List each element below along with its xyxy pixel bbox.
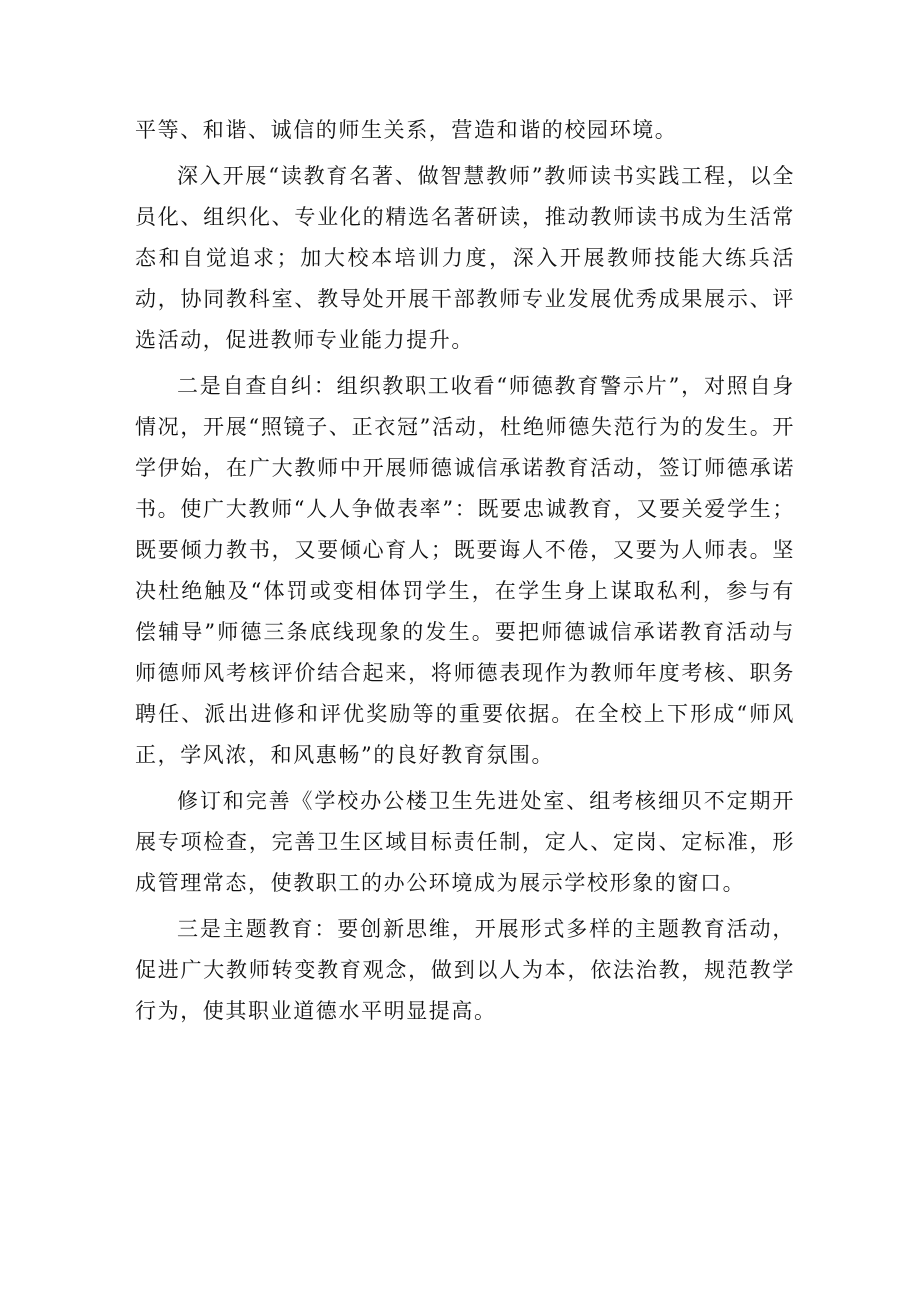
paragraph-theme-education: 三是主题教育：要创新思维，开展形式多样的主题教育活动，促进广大教师转变教育观念，做到以人为本，依法治教，规范教学行为，使其职业道德水平明显提高。 — [135, 917, 795, 1023]
paragraph-self-inspection: 二是自查自纠：组织教职工收看“师德教育警示片”，对照自身情况，开展“照镜子、正衣冠”活动，杜绝师德失范行为的发生。开学伊始，在广大教师中开展师德诚信承诺教育活动，签订师德承诺书。使广大教师“人人争做表率”：既要忠诚教育，又要关爱学生；既要倾力教书，又要倾心育人；既要诲人不倦，又要为人师表。坚决杜绝触及“体罚或变相体罚学生，在学生身上谋取私利，参与有偿辅导”师德三条底线现象的发生。要把师德诚信承诺教育活动与师德师风考核评价结合起来，将师德表现作为教师年度考核、职务聘任、派出进修和评优奖励等的重要依据。在全校上下形成“师风正，学风浓，和风惠畅”的良好教育氛围。 — [135, 374, 795, 767]
paragraph-continuation: 平等、和谐、诚信的师生关系，营造和谐的校园环境。 — [135, 118, 678, 142]
document-body — [135, 110, 795, 1032]
paragraph-reading-project: 深入开展“读教育名著、做智慧教师”教师读书实践工程，以全员化、组织化、专业化的精选名著研读，推动教师读书成为生活常态和自觉追求；加大校本培训力度，深入开展教师技能大练兵活动，协同教科室、教导处开展干部教师专业发展优秀成果展示、评选活动，促进教师专业能力提升。 — [135, 164, 795, 352]
paragraph-hygiene-rules: 修订和完善《学校办公楼卫生先进处室、组考核细贝不定期开展专项检查，完善卫生区域目标责任制，定人、定岗、定标准，形成管理常态，使教职工的办公环境成为展示学校形象的窗口。 — [135, 789, 795, 895]
